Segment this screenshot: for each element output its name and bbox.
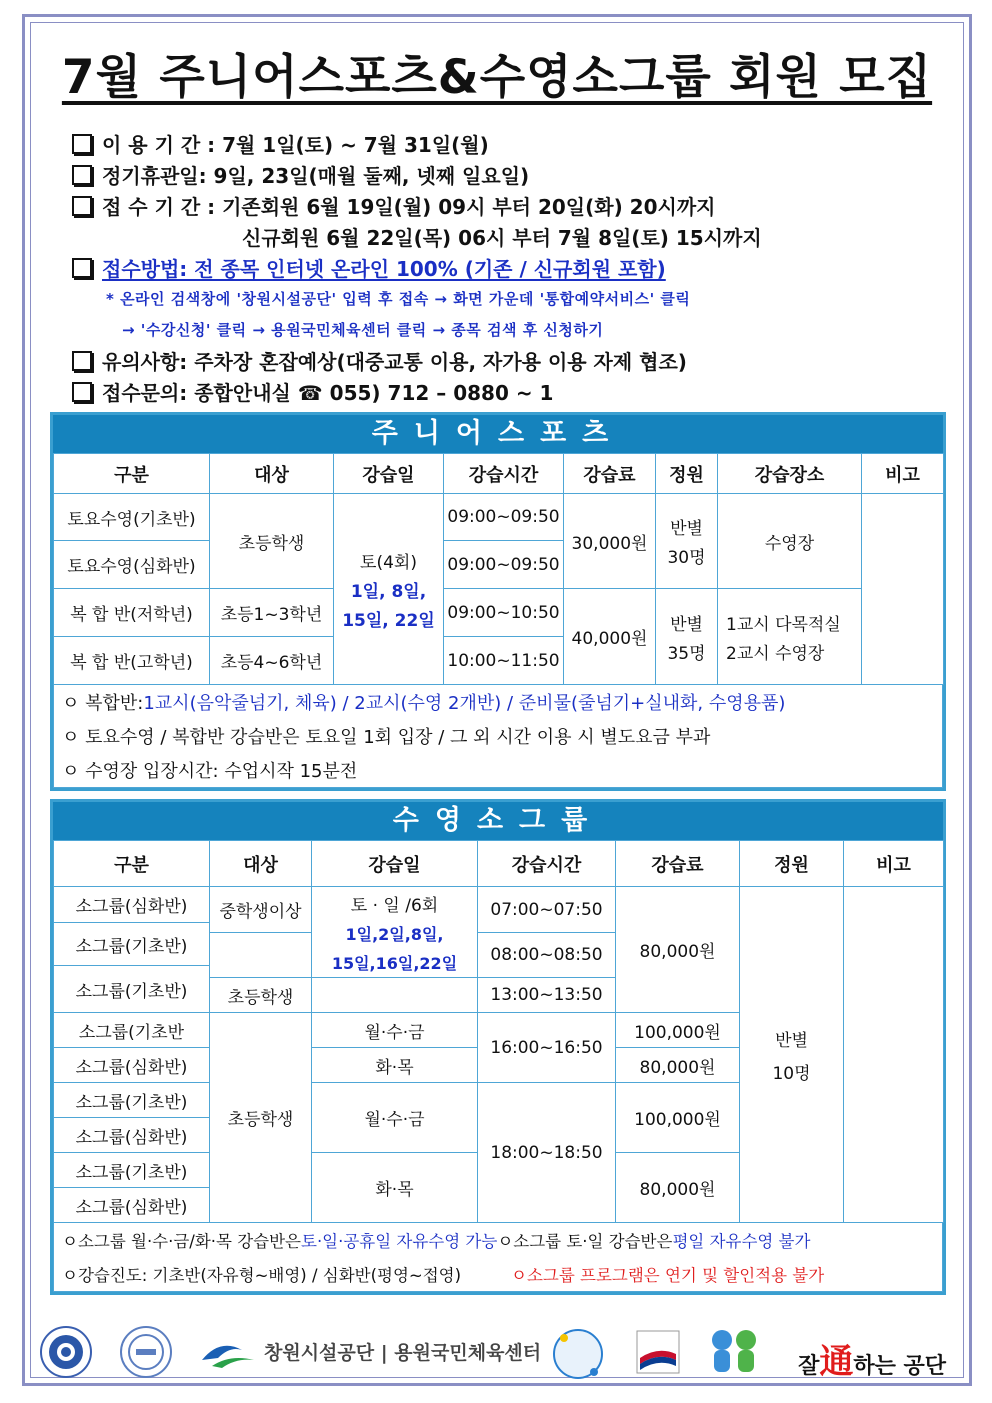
checkbox-icon [72,134,92,154]
col-header: 정원 [656,454,718,494]
swim-table [53,840,944,1223]
class-name: 소그룹(기초반) [54,966,210,1013]
junior-note: ㅇ 수영장 입장시간: 수업시작 15분전 [62,761,358,782]
slogan: 잘通하는 공단 [798,1342,946,1382]
col-header: 비고 [862,454,944,494]
class-name: 소그룹(기초반) [54,1083,210,1118]
class-name: 복 합 반(저학년) [54,589,210,637]
class-name: 소그룹(심화반) [54,1188,210,1223]
class-name: 토요수영(심화반) [54,541,210,589]
swim-notes [53,1223,943,1292]
class-time: 09:00~10:50 [444,589,564,637]
certification-logo [40,1326,92,1378]
col-header: 정원 [740,841,844,887]
info-reception-new: 신규회원 6월 22일(목) 06시 부터 7월 8일(토) 15시까지 [242,226,762,250]
class-fee: 100,000원 [616,1013,740,1048]
class-name: 소그룹(기초반) [54,1153,210,1188]
swim-note: ㅇ강습진도: 기초반(자유형~배영) / 심화반(평영~접영) ㅇ소그룹 프로그램은 연기 및 할인적용 불가 [62,1266,825,1285]
class-name: 소그룹(기초반 [54,1013,210,1048]
checkbox-icon [72,258,92,278]
info-caution: 유의사항: 주차장 혼잡예상(대중교통 이용, 자가용 이용 자제 협조) [72,345,952,376]
class-name: 복 합 반(고학년) [54,637,210,685]
class-name: 토요수영(기초반) [54,494,210,541]
col-header: 구분 [54,454,210,494]
checkbox-icon [72,165,92,185]
col-header: 강습시간 [444,454,564,494]
info-contact: 접수문의: 종합안내실 ☎ 055) 712 – 0880 ~ 1 [72,376,952,407]
class-days: 화·목 [312,1048,478,1083]
class-time: 07:00~07:50 [478,887,616,933]
info-note-1: * 온라인 검색창에 '창원시설공단' 입력 후 접속 → 화면 가운데 '통합예약서비스' 클릭 [106,290,691,308]
table-row [54,589,944,637]
class-days [312,978,478,1013]
class-name: 소그룹(심화반) [54,1118,210,1153]
info-method: 접수방법: 전 종목 인터넷 온라인 100% (기존 / 신규회원 포함) [72,252,952,283]
class-days: 월·수·금 [312,1013,478,1048]
checkbox-icon [72,382,92,402]
class-fee: 80,000원 [616,1153,740,1223]
ccm-logo [120,1326,172,1378]
class-target: 초등학생 [210,1013,312,1223]
class-remark [844,887,944,1223]
class-time: 08:00~08:50 [478,933,616,978]
class-target: 초등학생 [210,494,334,589]
class-time: 16:00~16:50 [478,1013,616,1083]
table-row [54,887,944,923]
col-header: 구분 [54,841,210,887]
class-place: 1교시 다목적실 2교시 수영장 [718,589,862,685]
checkbox-icon [72,351,92,371]
class-fee: 80,000원 [616,887,740,1013]
col-header: 강습일 [334,454,444,494]
col-header: 대상 [210,841,312,887]
swim-heading: 수영소그룹 [53,802,943,840]
class-name: 소그룹(심화반) [54,1048,210,1083]
mascot-logo [704,1324,764,1384]
class-remark [862,494,944,685]
junior-heading: 주니어스포츠 [53,415,943,453]
footer-logos [40,1322,956,1382]
flag-logo [636,1330,680,1378]
junior-note: ㅇ 복합반: 1교시(음악줄넘기, 체육) / 2교시(수영 2개반) / 준비물(줄넘기+실내화, 수영용품) [62,693,786,714]
table-row [54,494,944,541]
col-header: 대상 [210,454,334,494]
class-name: 소그룹(기초반) [54,923,210,966]
col-header: 강습료 [564,454,656,494]
class-time: 09:00~09:50 [444,541,564,589]
col-header: 강습시간 [478,841,616,887]
col-header: 강습료 [616,841,740,887]
checkbox-icon [72,196,92,216]
class-target: 중학생이상 [210,887,312,933]
class-fee: 40,000원 [564,589,656,685]
class-fee: 30,000원 [564,494,656,589]
col-header: 강습장소 [718,454,862,494]
class-days: 월·수·금 [312,1083,478,1153]
info-note-2: → '수강신청' 클릭 → 용원국민체육센터 클릭 → 종목 검색 후 신청하기 [122,321,604,339]
col-header: 비고 [844,841,944,887]
class-target: 초등4~6학년 [210,637,334,685]
col-header: 강습일 [312,841,478,887]
class-time: 13:00~13:50 [478,978,616,1013]
junior-note: ㅇ 토요수영 / 복합반 강습반은 토요일 1회 입장 / 그 외 시간 이용 시 별도요금 부과 [62,727,711,748]
info-period: 이 용 기 간 : 7월 1일(토) ~ 7월 31일(월) [72,128,952,159]
info-reception: 접 수 기 간 : 기존회원 6월 19일(월) 09시 부터 20일(화) 20시까지 [72,190,952,221]
class-name: 소그룹(심화반) [54,887,210,923]
corporation-logo-icon [200,1336,256,1376]
junior-notes [53,685,943,788]
info-list [72,128,952,407]
organization-name: 창원시설공단 | 용원국민체육센터 [264,1342,542,1364]
class-capacity: 반별 10명 [740,887,844,1223]
clean-world-logo [550,1326,606,1386]
page-title: 7월 주니어스포츠&수영소그룹 회원 모집 [61,50,933,105]
class-time: 09:00~09:50 [444,494,564,541]
class-capacity: 반별 35명 [656,589,718,685]
class-time: 18:00~18:50 [478,1083,616,1223]
class-time: 10:00~11:50 [444,637,564,685]
table-header-row [54,841,944,887]
swim-section [50,799,946,1295]
class-target: 초등1~3학년 [210,589,334,637]
class-days: 화·목 [312,1153,478,1223]
class-target [210,933,312,978]
class-target: 초등학생 [210,978,312,1013]
class-days: 토 · 일 /6회 1일,2일,8일, 15일,16일,22일 [312,887,478,978]
info-closed: 정기휴관일: 9일, 23일(매월 둘째, 넷째 일요일) [72,159,952,190]
junior-table [53,453,944,685]
class-fee: 100,000원 [616,1083,740,1153]
class-capacity: 반별 30명 [656,494,718,589]
swim-note: ㅇ소그룹 월·수·금/화·목 강습반은 토·일·공휴일 자유수영 가능 ㅇ소그룹 토·일 강습반은 평일 자유수영 불가 [62,1232,811,1251]
table-header-row [54,454,944,494]
class-days: 토(4회) 1일, 8일, 15일, 22일 [334,494,444,685]
class-place: 수영장 [718,494,862,589]
junior-section [50,412,946,791]
class-fee: 80,000원 [616,1048,740,1083]
